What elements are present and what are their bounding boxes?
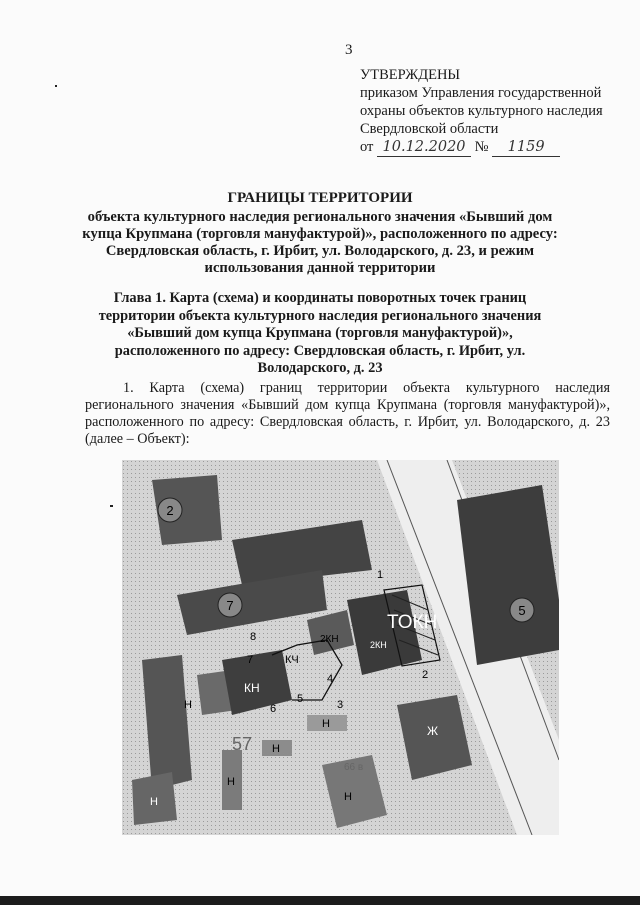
label-n: Н (344, 791, 352, 803)
label-zh: Ж (427, 724, 439, 738)
label-kn: КН (244, 681, 260, 695)
approval-line-3: Свердловской области (360, 121, 499, 137)
point-1: 1 (377, 569, 384, 581)
label-n: Н (184, 699, 192, 711)
scan-speck (55, 85, 57, 87)
label-kch: КЧ (285, 654, 299, 666)
approval-line-1: приказом Управления государственной (360, 85, 602, 101)
label-2kn-inner: 2КН (370, 640, 387, 650)
scan-speck (110, 505, 113, 507)
label-n: Н (322, 718, 330, 730)
title-subheading: объекта культурного наследия регионального значения «Бывший дом купца Крупмана (торговля мануфактурой)», расположенного по адресу: Свердловская область, г. Ирбит, ул. Володарского, д. 23, и режим использования данной территории (82, 209, 558, 276)
point-7: 7 (247, 654, 254, 666)
point-4: 4 (327, 673, 334, 685)
paragraph-text: 1. Карта (схема) границ территории объекта культурного наследия регионального значения «Бывший дом купца Крупмана (торговля мануфактурой)», расположенного по адресу: Свердловская область, г. Ирбит, ул. Володарского, д. 23 (далее – Объект): (85, 380, 610, 447)
page-number: 3 (345, 42, 353, 58)
from-label: от (360, 139, 374, 155)
handwritten-date: 10.12.2020 (377, 138, 471, 157)
boundary-map (122, 460, 559, 835)
label-2kn: 2КН (320, 634, 339, 645)
handwritten-number: 1159 (492, 138, 560, 157)
body-paragraph (85, 380, 610, 448)
approval-date-line (360, 138, 630, 157)
scan-edge (0, 896, 640, 905)
building-number-7: 7 (226, 598, 234, 613)
point-8: 8 (250, 631, 257, 643)
label-n: Н (150, 796, 158, 808)
label-tokn: ТОКН (387, 612, 438, 633)
chapter-heading: Глава 1. Карта (схема) и координаты поворотных точек границ территории объекта культурного наследия регионального значения «Бывший дом купца Крупмана (торговля мануфактурой)», расположенного по адресу: Свердловская область, г. Ирбит, ул. Володарского, д. 23 (98, 290, 542, 376)
approval-stamp (360, 66, 630, 157)
label-66v: 66 в (344, 762, 364, 773)
point-3: 3 (337, 699, 344, 711)
map-svg (122, 460, 559, 835)
title-heading: ГРАНИЦЫ ТЕРРИТОРИИ (227, 190, 413, 206)
approval-heading: УТВЕРЖДЕНЫ (360, 67, 461, 83)
point-2: 2 (422, 669, 429, 681)
building-number-2: 2 (166, 503, 174, 518)
approval-line-2: охраны объектов культурного наследия (360, 103, 603, 119)
label-57: 57 (232, 734, 253, 754)
building-number-5: 5 (518, 603, 526, 618)
document-title (80, 190, 560, 277)
number-label: № (474, 139, 489, 155)
point-5: 5 (297, 693, 304, 705)
point-6: 6 (270, 703, 277, 715)
label-n: Н (227, 776, 235, 788)
label-n: Н (272, 743, 280, 755)
